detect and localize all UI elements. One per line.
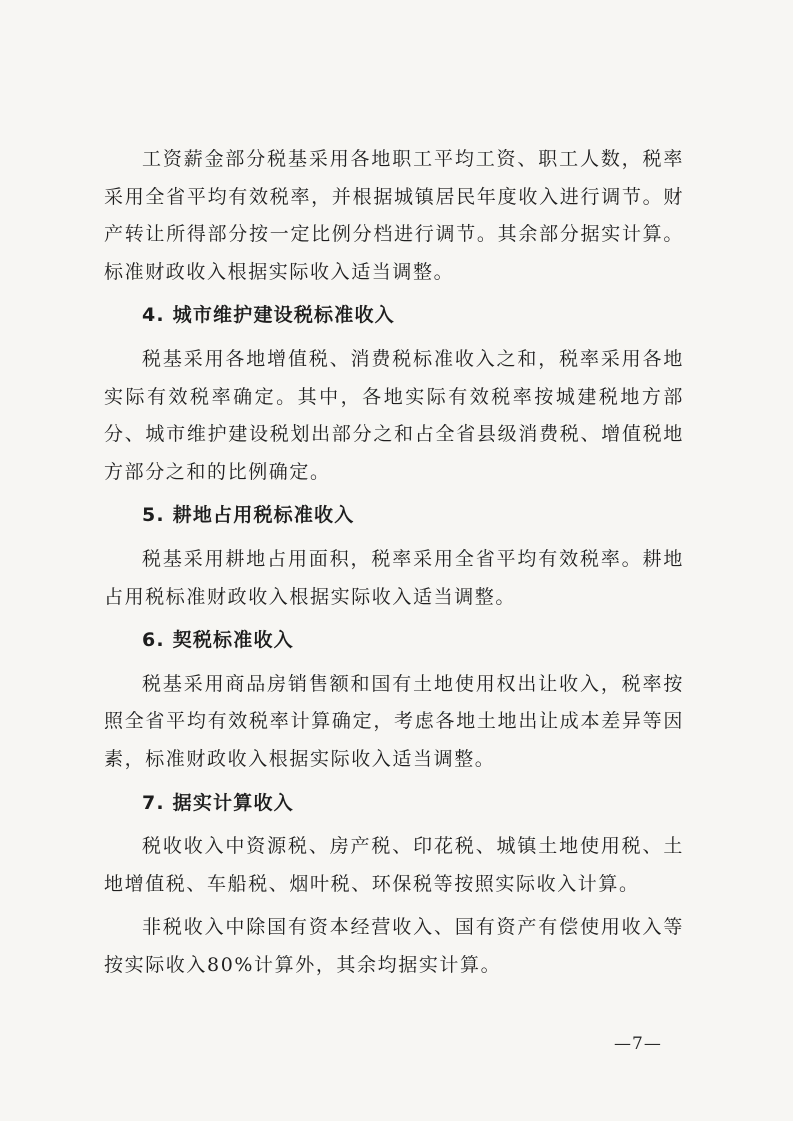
page-number: —7— bbox=[614, 1034, 662, 1054]
paragraph-wage-salary: 工资薪金部分税基采用各地职工平均工资、职工人数，税率采用全省平均有效税率，并根据城镇居民年度收入进行调节。财产转让所得部分按一定比例分档进行调节。其余部分据实计算。标准财政收入根据实际收入适当调整。 bbox=[104, 148, 684, 283]
paragraph-urban-maintenance-tax: 税基采用各地增值税、消费税标准收入之和，税率采用各地实际有效税率确定。其中，各地实际有效税率按城建税地方部分、城市维护建设税划出部分之和占全省县级消费税、增值税地方部分之和的比例确定。 bbox=[104, 347, 684, 483]
paragraph-non-tax-income: 非税收入中除国有资本经营收入、国有资产有偿使用收入等按实际收入80%计算外，其余均据实计算。 bbox=[104, 916, 684, 976]
paragraph-deed-tax: 税基采用商品房销售额和国有土地使用权出让收入，税率按照全省平均有效税率计算确定，考虑各地土地出让成本差异等因素，标准财政收入根据实际收入适当调整。 bbox=[104, 672, 684, 770]
heading-deed-tax: 6. 契税标准收入 bbox=[142, 629, 294, 652]
paragraph-farmland-tax: 税基采用耕地占用面积，税率采用全省平均有效税率。耕地占用税标准财政收入根据实际收入适当调整。 bbox=[104, 547, 684, 608]
heading-actual-income: 7. 据实计算收入 bbox=[142, 791, 294, 814]
paragraph-tax-income-actual: 税收收入中资源税、房产税、印花税、城镇土地使用税、土地增值税、车船税、烟叶税、环保税等按照实际收入计算。 bbox=[104, 835, 684, 895]
heading-urban-maintenance-tax: 4. 城市维护建设税标准收入 bbox=[142, 304, 395, 327]
heading-farmland-tax: 5. 耕地占用税标准收入 bbox=[142, 504, 355, 527]
document-body bbox=[104, 141, 684, 984]
